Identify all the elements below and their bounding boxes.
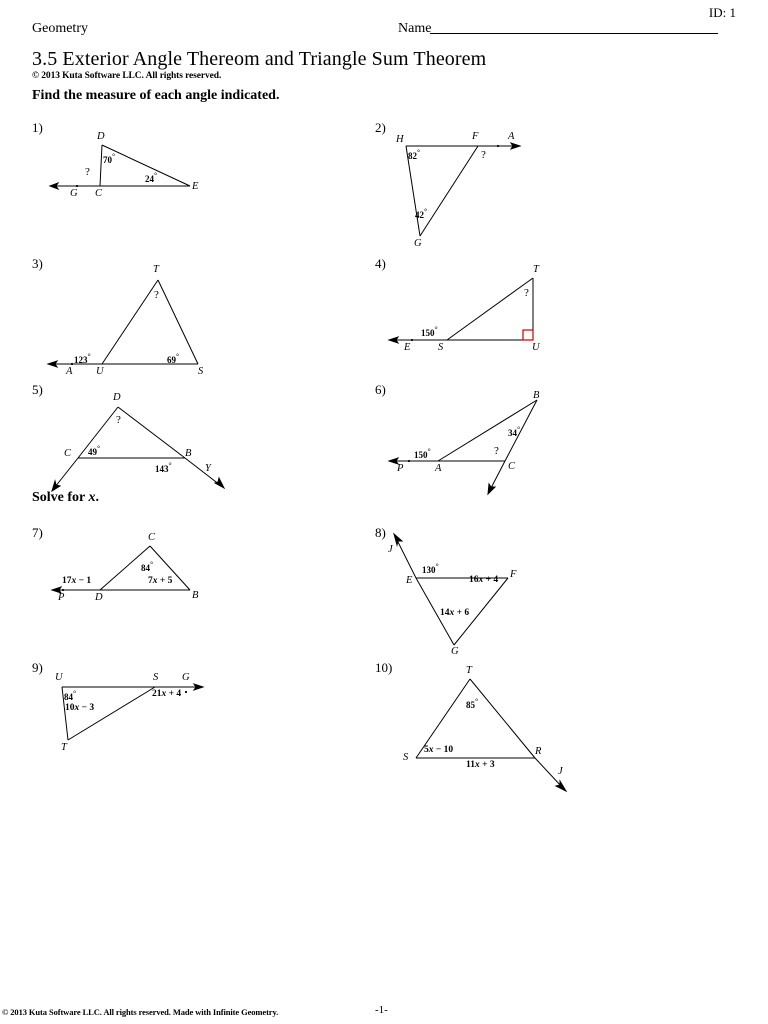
problem-10-expression-2: 11x + 3	[466, 760, 495, 770]
problem-1-angle-24: 24°	[145, 171, 158, 184]
problem-6-unknown: ?	[494, 445, 499, 457]
problem-4-point-U: U	[532, 342, 540, 353]
problem-8-point-J: J	[388, 544, 393, 555]
problem-1-point-D: D	[97, 131, 105, 142]
footer-credit: © 2013 Kuta Software LLC. All rights reserved. Made with Infinite Geometry.	[2, 1007, 279, 1017]
problem-5-angle-49: 49°	[88, 444, 101, 457]
problem-10-point-J: J	[558, 766, 563, 777]
worksheet-id: ID: 1	[708, 5, 736, 20]
problem-9-number: 9)	[32, 660, 43, 675]
problem-7-expression-2: 7x + 5	[148, 576, 173, 586]
problem-5-unknown: ?	[116, 414, 121, 426]
problem-6-number: 6)	[375, 382, 386, 397]
problem-1-angle-70: 70°	[103, 152, 116, 165]
solve-for-suffix: .	[95, 490, 100, 505]
problem-9-point-T: T	[61, 742, 67, 753]
problem-9-expression-1: 10x − 3	[65, 703, 95, 713]
problem-4-unknown: ?	[524, 287, 529, 299]
problem-3-angle-69: 69°	[167, 352, 180, 365]
problem-4-angle-150: 150°	[421, 325, 438, 338]
problem-9-expression-2: 21x + 4	[152, 689, 182, 699]
problem-5-point-B: B	[185, 448, 192, 459]
problem-1-point-G: G	[70, 188, 78, 199]
problem-8-number: 8)	[375, 525, 386, 540]
problem-7-angle-84: 84°	[141, 560, 154, 573]
problem-2-point-G: G	[414, 238, 422, 249]
problem-9-point-S: S	[153, 672, 159, 683]
problem-8-angle-130: 130°	[422, 562, 439, 575]
problem-9-point-U: U	[55, 672, 63, 683]
problem-8-expression-1: 16x + 4	[469, 575, 499, 585]
problem-7-number: 7)	[32, 525, 43, 540]
problem-1-point-E: E	[192, 181, 199, 192]
copyright-notice: © 2013 Kuta Software LLC. All rights reserved.	[32, 71, 222, 81]
problem-2-unknown: ?	[481, 149, 486, 161]
problem-7-point-B: B	[192, 590, 199, 601]
problem-10-point-S: S	[403, 752, 409, 763]
problem-7-point-C: C	[148, 532, 156, 543]
problem-9-point-G: G	[182, 672, 190, 683]
problem-6-angle-34: 34°	[508, 425, 521, 438]
problem-5-point-C: C	[64, 448, 72, 459]
problem-6-angle-150: 150°	[414, 447, 431, 460]
problem-7-point-D: D	[95, 592, 103, 603]
problem-3-angle-123: 123°	[74, 352, 91, 365]
name-label: Name	[398, 21, 432, 36]
problem-5-point-Y: Y	[205, 463, 211, 474]
problem-2-point-H: H	[396, 134, 404, 145]
problem-3-number: 3)	[32, 256, 43, 271]
problem-3-point-A: A	[66, 366, 73, 377]
problem-3-unknown: ?	[154, 289, 159, 301]
problem-2-angle-42: 42°	[415, 207, 428, 220]
problem-5-angle-143: 143°	[155, 461, 172, 474]
problem-8-point-G: G	[451, 646, 459, 657]
problem-10-angle-85: 85°	[466, 697, 479, 710]
problem-4-point-E: E	[404, 342, 411, 353]
problem-6-point-B: B	[533, 390, 540, 401]
problem-10-number: 10)	[375, 660, 393, 675]
problem-7-point-P: P	[58, 592, 65, 603]
solve-for-variable: x	[88, 490, 96, 505]
problem-1-unknown: ?	[85, 166, 90, 178]
problem-4-point-S: S	[438, 342, 444, 353]
directions-part-one: Find the measure of each angle indicated.	[32, 88, 280, 103]
problem-3-point-S: S	[198, 366, 204, 377]
problem-2-angle-82: 82°	[408, 148, 421, 161]
problem-5-number: 5)	[32, 382, 43, 397]
problem-8-expression-2: 14x + 6	[440, 608, 470, 618]
problem-6-point-C: C	[508, 461, 516, 472]
problem-1-number: 1)	[32, 120, 43, 135]
page-title: 3.5 Exterior Angle Thereom and Triangle Sum Theorem	[32, 48, 487, 70]
problem-2-point-A: A	[508, 131, 515, 142]
problem-3-point-T: T	[153, 264, 159, 275]
problem-1-point-C: C	[95, 188, 103, 199]
problem-8-point-E: E	[406, 575, 413, 586]
problem-2-point-F: F	[472, 131, 479, 142]
problem-7-expression-1: 17x − 1	[62, 576, 92, 586]
problem-10-point-T: T	[466, 665, 472, 676]
problem-2-number: 2)	[375, 120, 386, 135]
course-name: Geometry	[32, 21, 88, 36]
footer-page-number: -1-	[375, 1004, 388, 1016]
problem-4-point-T: T	[533, 264, 539, 275]
problem-4-number: 4)	[375, 256, 386, 271]
problem-10-expression-1: 5x − 10	[424, 745, 454, 755]
problem-3-point-U: U	[96, 366, 104, 377]
solve-for-prefix: Solve for	[32, 490, 89, 505]
problem-8-point-F: F	[510, 569, 517, 580]
problem-5-point-D: D	[113, 392, 121, 403]
problem-9-angle-84: 84°	[64, 689, 77, 702]
problem-6-point-P: P	[397, 463, 404, 474]
problem-10-point-R: R	[535, 746, 542, 757]
problem-6-point-A: A	[435, 463, 442, 474]
